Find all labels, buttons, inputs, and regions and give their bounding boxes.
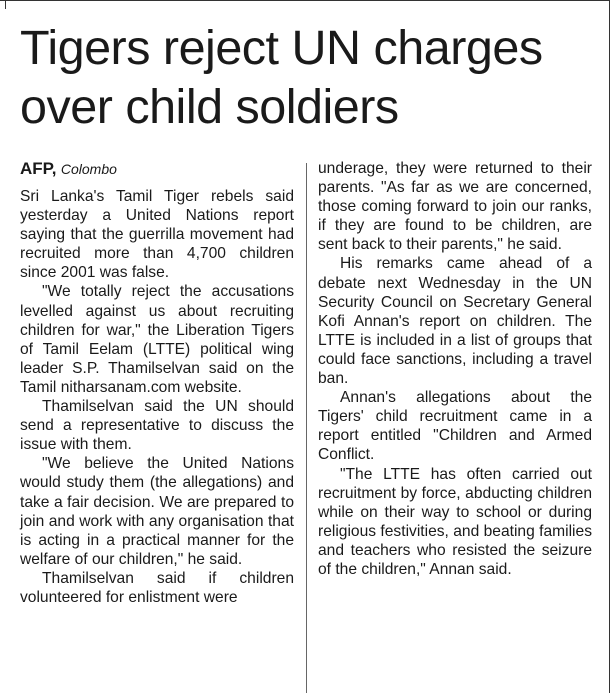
paragraph: Sri Lanka's Tamil Tiger rebels said yesterday a United Nations report saying that the guerrilla movement had recruited more than 4,700 children since 2001 was false.	[20, 188, 294, 282]
paragraph: "We totally reject the accusations levelled against us about recruiting children for war," the Liberation Tigers of Tamil Eelam (LTTE) political wing leader S.P. Thamilselvan said on the Tamil nitharsanam.com website.	[20, 283, 294, 396]
paragraph: His remarks came ahead of a debate next Wednesday in the UN Security Council on Secretary General Kofi Annan's report on children. The LTTE is included in a list of groups that could face sanctions, including a travel ban.	[318, 255, 592, 388]
headline	[20, 19, 600, 137]
column-divider	[306, 163, 307, 693]
left-column	[20, 159, 294, 607]
paragraph: Thamilselvan said the UN should send a representative to discuss the issue with them.	[20, 398, 294, 454]
corner-rule	[0, 1, 6, 9]
byline	[20, 159, 294, 179]
paragraph: Thamilselvan said if children volunteered for enlistment were	[20, 569, 294, 606]
byline-place: Colombo	[60, 161, 117, 177]
byline-agency: AFP,	[20, 159, 57, 178]
headline-line-2: over child soldiers	[20, 80, 399, 134]
paragraph: "We believe the United Nations would study them (the allegations) and take a fair decision. We are prepared to join and work with any organisation that is acting in a practical manner for the welfare of our children," he said.	[20, 455, 294, 568]
paragraph-continued: underage, they were returned to their parents. "As far as we are concerned, those coming forward to join our ranks, if they are found to be children, are sent back to their parents," he said.	[318, 160, 592, 254]
paragraph: Annan's allegations about the Tigers' child recruitment came in a report entitled "Children and Armed Conflict.	[318, 389, 592, 464]
right-column	[318, 159, 592, 579]
paragraph: "The LTTE has often carried out recruitment by force, abducting children while on their way to school or during religious festivities, and beating families and teachers who resisted the seizure of the children," Annan said.	[318, 465, 592, 578]
headline-line-1: Tigers reject UN charges	[20, 21, 543, 75]
